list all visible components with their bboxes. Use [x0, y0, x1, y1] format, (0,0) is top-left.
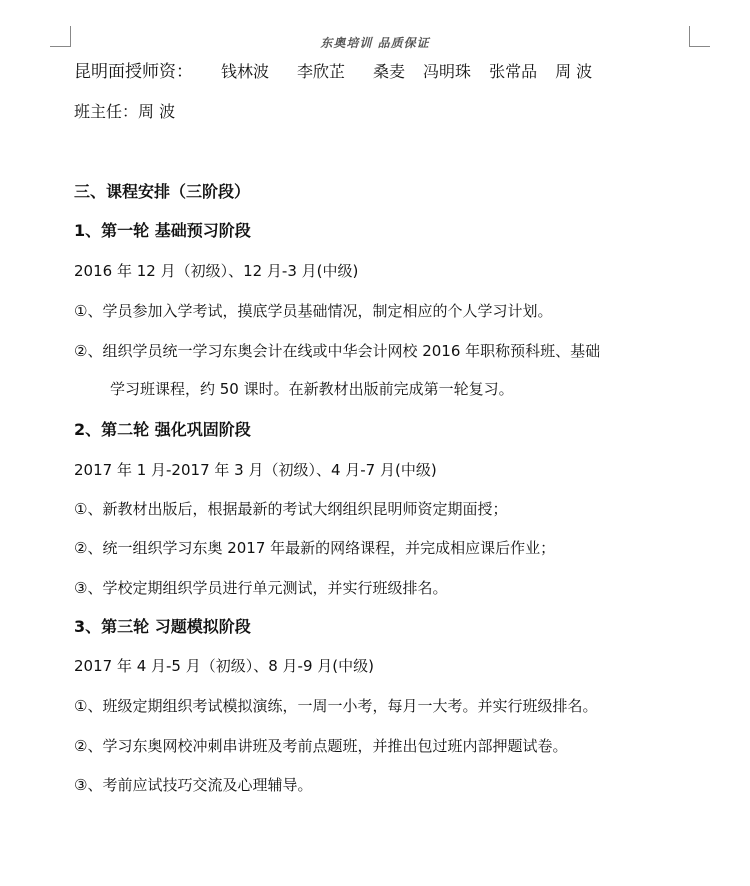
round-3-item-3: ③、考前应试技巧交流及心理辅导。 [74, 776, 313, 794]
round-1-title: 1、第一轮 基础预习阶段 [74, 221, 251, 240]
teacher-name: 桑麦 [373, 62, 406, 81]
header-note: 东奥培训 品质保证 [320, 36, 430, 50]
round-1-period: 2016 年 12 月（初级）、12 月-3 月(中级) [74, 262, 359, 280]
round-2-title: 2、第二轮 强化巩固阶段 [74, 420, 251, 439]
teachers-label: 昆明面授师资： [74, 62, 193, 82]
teachers-line [74, 62, 592, 82]
round-1-item-2-cont: 学习班课程，约 50 课时。在新教材出版前完成第一轮复习。 [110, 380, 514, 398]
round-1-item-1: ①、学员参加入学考试，摸底学员基础情况，制定相应的个人学习计划。 [74, 302, 553, 320]
round-3-item-2: ②、学习东奥网校冲刺串讲班及考前点题班，并推出包过班内部押题试卷。 [74, 737, 568, 755]
teacher-name: 李欣芷 [297, 62, 346, 81]
teacher-name: 张常品 [489, 62, 538, 81]
round-3-title: 3、第三轮 习题模拟阶段 [74, 617, 251, 636]
round-2-item-3: ③、学校定期组织学员进行单元测试，并实行班级排名。 [74, 579, 448, 597]
round-2-period: 2017 年 1 月-2017 年 3 月（初级）、4 月-7 月(中级) [74, 461, 437, 479]
round-2-item-1: ①、新教材出版后，根据最新的考试大纲组织昆明师资定期面授； [74, 500, 508, 518]
round-3-period: 2017 年 4 月-5 月（初级）、8 月-9 月(中级) [74, 657, 374, 675]
teacher-name: 冯明珠 [423, 62, 472, 81]
round-3-item-1: ①、班级定期组织考试模拟演练，一周一小考，每月一大考。并实行班级排名。 [74, 697, 598, 715]
head-teacher: 班主任：周 波 [74, 102, 176, 121]
section-title: 三、课程安排（三阶段） [74, 182, 251, 201]
round-1-item-2: ②、组织学员统一学习东奥会计在线或中华会计网校 2016 年职称预科班、基础 [74, 342, 601, 360]
round-2-item-2: ②、统一组织学习东奥 2017 年最新的网络课程，并完成相应课后作业； [74, 539, 556, 557]
teacher-name: 周 波 [555, 62, 593, 81]
teacher-name: 钱林波 [221, 62, 270, 81]
